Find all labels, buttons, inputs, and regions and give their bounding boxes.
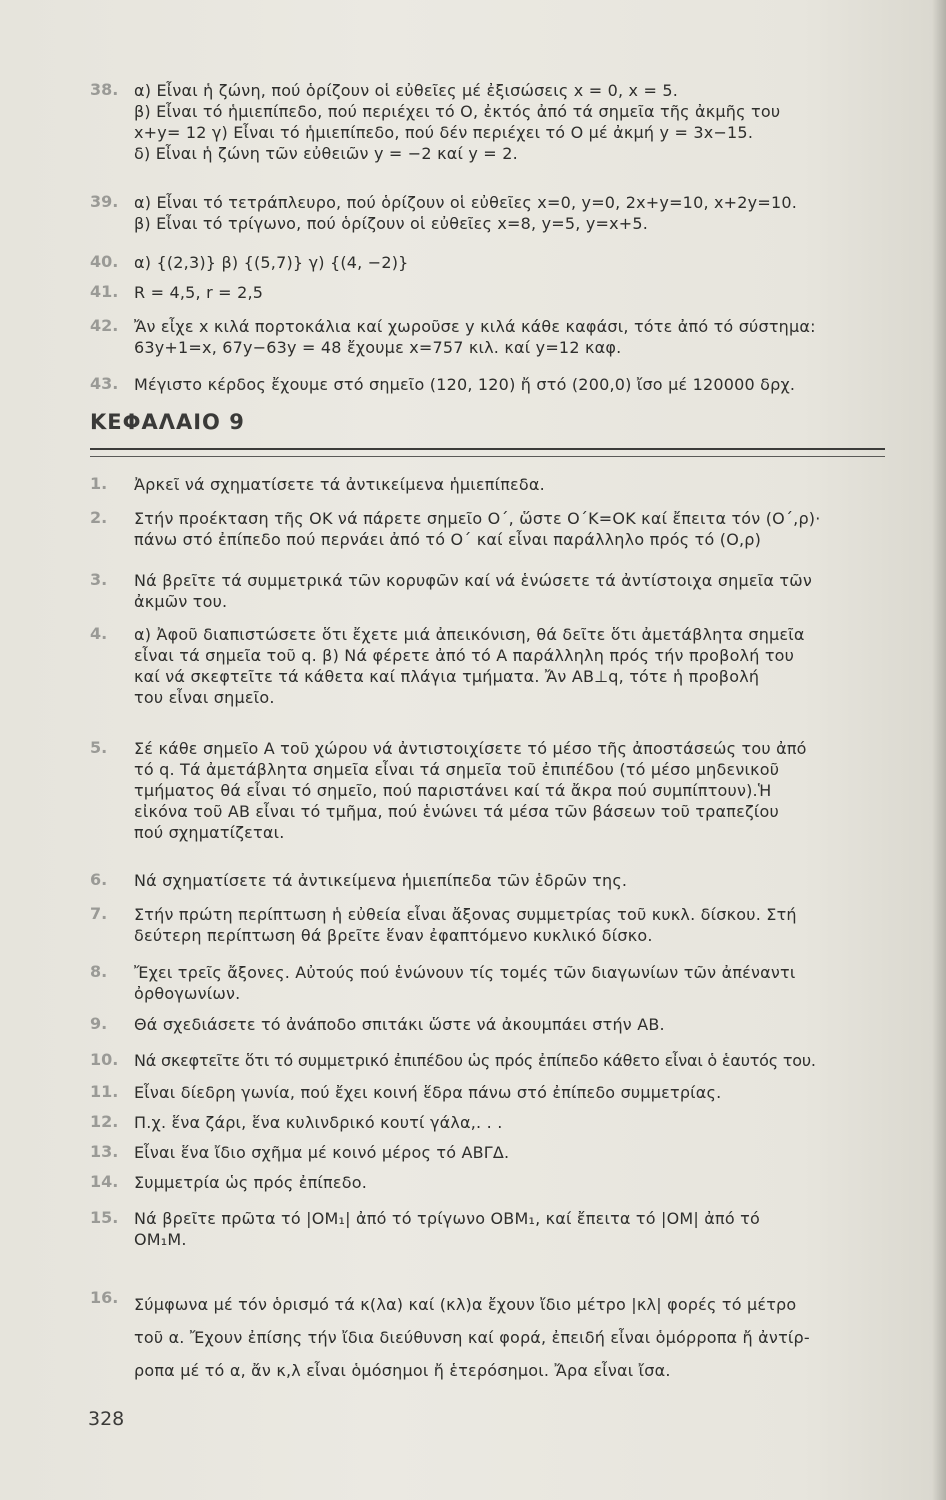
answer-item-1	[90, 474, 900, 496]
text-line: ὀρθογωνίων.	[134, 984, 241, 1003]
item-text	[134, 282, 900, 303]
text-line: Σέ κάθε σημεῖο Α τοῦ χώρου νά ἀντιστοιχίσετε τό μέσο τῆς ἀποστάσεώς του ἀπό	[134, 739, 807, 758]
item-text	[134, 316, 900, 358]
text-line: Π.χ. ἕνα ζάρι, ἕνα κυλινδρικό κουτί γάλα,. . .	[134, 1113, 503, 1132]
text-line: Εἶναι δίεδρη γωνία, πού ἔχει κοινή ἕδρα πάνω στό ἐπίπεδο συμμετρίας.	[134, 1083, 722, 1102]
text-line: τό q. Τά ἀμετάβλητα σημεῖα εἶναι τά σημεῖα τοῦ ἐπιπέδου (τό μέσο μηδενικοῦ	[134, 760, 780, 779]
answer-item-16	[90, 1288, 900, 1388]
text-line: Νά βρεῖτε τά συμμετρικά τῶν κορυφῶν καί νά ἑνώσετε τά ἀντίστοιχα σημεῖα τῶν	[134, 571, 812, 590]
answer-item-4	[90, 624, 900, 716]
item-text	[134, 904, 900, 946]
item-text	[134, 870, 900, 891]
item-number: 8.	[90, 962, 108, 981]
item-text	[134, 1172, 900, 1193]
text-line: Μέγιστο κέρδος ἔχουμε στό σημεῖο (120, 120) ἤ στό (200,0) ἴσο μέ 120000 δρχ.	[134, 375, 796, 394]
text-line: Σύμφωνα μέ τόν ὁρισμό τά κ(λα) καί (κλ)α ἔχουν ἴδιο μέτρο |κλ| φορές τό μέτρο	[134, 1295, 797, 1314]
text-line: Στήν προέκταση τῆς ΟΚ νά πάρετε σημεῖο Ο΄, ὥστε Ο΄Κ=ΟΚ καί ἔπειτα τόν (Ο΄,ρ)·	[134, 509, 821, 528]
item-number: 7.	[90, 904, 108, 923]
item-number: 13.	[90, 1142, 119, 1161]
answer-item-6	[90, 870, 900, 892]
text-line: πάνω στό ἐπίπεδο πού περνάει ἀπό τό Ο΄ καί εἶναι παράλληλο πρός τό (Ο,ρ)	[134, 530, 762, 549]
text-line: δεύτερη περίπτωση θά βρεῖτε ἕναν ἐφαπτόμενο κυκλικό δίσκο.	[134, 926, 653, 945]
item-text	[134, 80, 900, 164]
item-number: 43.	[90, 374, 119, 393]
item-number: 12.	[90, 1112, 119, 1131]
item-number: 9.	[90, 1014, 108, 1033]
text-line: του εἶναι σημεῖο.	[134, 688, 275, 707]
item-text	[134, 1288, 900, 1387]
text-line: Νά βρεῖτε πρῶτα τό |ΟΜ₁| ἀπό τό τρίγωνο ΟΒΜ₁, καί ἔπειτα τό |ΟΜ| ἀπό τό	[134, 1209, 760, 1228]
text-line: τμήματος θά εἶναι τό σημεῖο, πού παριστάνει καί τά ἄκρα πού συμπίπτουν).Ἡ	[134, 781, 772, 800]
heading-rule-top	[90, 448, 885, 450]
heading-rule-bottom	[90, 456, 885, 457]
item-text	[134, 738, 900, 843]
answer-item-40	[90, 252, 900, 274]
item-text	[134, 1050, 910, 1071]
text-line: πού σχηματίζεται.	[134, 823, 285, 842]
item-text	[134, 570, 900, 612]
text-line: β) Εἶναι τό ἡμιεπίπεδο, πού περιέχει τό Ο, ἐκτός ἀπό τά σημεῖα τῆς ἀκμῆς του	[134, 102, 781, 121]
answer-item-14	[90, 1172, 900, 1194]
answer-item-42	[90, 316, 900, 364]
answer-item-7	[90, 904, 900, 952]
item-number: 14.	[90, 1172, 119, 1191]
text-line: Συμμετρία ὡς πρός ἐπίπεδο.	[134, 1173, 367, 1192]
text-line: εἶναι τά σημεῖα τοῦ q. β) Νά φέρετε ἀπό τό Α παράλληλη πρός τήν προβολή του	[134, 646, 795, 665]
item-text	[134, 252, 900, 273]
item-text	[134, 192, 900, 234]
answer-item-3	[90, 570, 900, 618]
item-number: 3.	[90, 570, 108, 589]
answer-item-13	[90, 1142, 900, 1164]
answer-item-11	[90, 1082, 900, 1104]
page-edge-shadow	[932, 0, 946, 1500]
item-text	[134, 374, 900, 395]
text-line: ροπα μέ τό α, ἄν κ,λ εἶναι ὁμόσημοι ἤ ἑτερόσημοι. Ἄρα εἶναι ἴσα.	[134, 1361, 671, 1380]
text-line: x+y= 12 γ) Εἶναι τό ἡμιεπίπεδο, πού δέν περιέχει τό Ο μέ ἀκμή y = 3x−15.	[134, 123, 754, 142]
text-line: Νά σκεφτεῖτε ὅτι τό συμμετρικό ἐπιπέδου ὡς πρός ἐπίπεδο κάθετο εἶναι ὁ ἑαυτός του.	[134, 1051, 816, 1070]
text-line: καί νά σκεφτεῖτε τά κάθετα καί πλάγια τμήματα. Ἄν ΑΒ⊥q, τότε ἡ προβολή	[134, 667, 760, 686]
item-number: 41.	[90, 282, 119, 301]
item-number: 15.	[90, 1208, 119, 1227]
chapter-heading: ΚΕΦΑΛΑΙΟ 9	[90, 410, 245, 434]
item-text	[134, 474, 900, 495]
item-text	[134, 1112, 900, 1133]
answer-item-8	[90, 962, 900, 1010]
item-text	[134, 1208, 900, 1250]
answer-item-15	[90, 1208, 900, 1256]
text-line: Ἔχει τρεῖς ἄξονες. Αὐτούς πού ἑνώνουν τίς τομές τῶν διαγωνίων τῶν ἀπέναντι	[134, 963, 796, 982]
text-line: R = 4,5, r = 2,5	[134, 283, 264, 302]
text-line: 63y+1=x, 67y−63y = 48 ἔχουμε x=757 κιλ. καί y=12 καφ.	[134, 338, 622, 357]
item-number: 4.	[90, 624, 108, 643]
text-line: α) Εἶναι τό τετράπλευρο, πού ὁρίζουν οἱ εὐθεῖες x=0, y=0, 2x+y=10, x+2y=10.	[134, 193, 797, 212]
text-line: δ) Εἶναι ἡ ζώνη τῶν εὐθειῶν y = −2 καί y = 2.	[134, 144, 518, 163]
text-line: Νά σχηματίσετε τά ἀντικείμενα ἡμιεπίπεδα τῶν ἑδρῶν της.	[134, 871, 628, 890]
item-number: 39.	[90, 192, 119, 211]
text-line: Εἶναι ἕνα ἴδιο σχῆμα μέ κοινό μέρος τό ΑΒΓΔ.	[134, 1143, 510, 1162]
item-text	[134, 1014, 900, 1035]
text-line: Ἀρκεῖ νά σχηματίσετε τά ἀντικείμενα ἡμιεπίπεδα.	[134, 475, 545, 494]
item-number: 38.	[90, 80, 119, 99]
item-number: 6.	[90, 870, 108, 889]
answer-item-5	[90, 738, 900, 852]
item-number: 40.	[90, 252, 119, 271]
item-number: 42.	[90, 316, 119, 335]
text-line: α) Εἶναι ἡ ζώνη, πού ὁρίζουν οἱ εὐθεῖες μέ ἐξισώσεις x = 0, x = 5.	[134, 81, 679, 100]
answer-item-41	[90, 282, 900, 304]
item-text	[134, 508, 900, 550]
answer-item-10	[90, 1050, 900, 1072]
text-line: Θά σχεδιάσετε τό ἀνάποδο σπιτάκι ὥστε νά ἀκουμπάει στήν ΑΒ.	[134, 1015, 665, 1034]
answer-item-38	[90, 80, 900, 170]
text-line: α) Ἀφοῦ διαπιστώσετε ὅτι ἔχετε μιά ἀπεικόνιση, θά δεῖτε ὅτι ἀμετάβλητα σημεῖα	[134, 625, 805, 644]
text-line: ΟΜ₁Μ.	[134, 1230, 187, 1249]
item-number: 1.	[90, 474, 108, 493]
page-number: 328	[88, 1408, 125, 1430]
item-number: 10.	[90, 1050, 119, 1069]
answer-item-12	[90, 1112, 900, 1134]
text-line: Στήν πρώτη περίπτωση ἡ εὐθεία εἶναι ἄξονας συμμετρίας τοῦ κυκλ. δίσκου. Στή	[134, 905, 797, 924]
text-line: β) Εἶναι τό τρίγωνο, πού ὁρίζουν οἱ εὐθεῖες x=8, y=5, y=x+5.	[134, 214, 649, 233]
text-line: α) {(2,3)} β) {(5,7)} γ) {(4, −2)}	[134, 253, 409, 272]
answer-item-39	[90, 192, 900, 240]
item-number: 16.	[90, 1288, 119, 1307]
item-number: 11.	[90, 1082, 119, 1101]
text-line: τοῦ α. Ἔχουν ἐπίσης τήν ἴδια διεύθυνση καί φορά, ἐπειδή εἶναι ὁμόρροπα ἤ ἀντίρ-	[134, 1328, 810, 1347]
text-line: Ἄν εἶχε x κιλά πορτοκάλια καί χωροῦσε y κιλά κάθε καφάσι, τότε ἀπό τό σύστημα:	[134, 317, 816, 336]
text-line: ἀκμῶν του.	[134, 592, 228, 611]
item-text	[134, 624, 900, 708]
item-text	[134, 962, 900, 1004]
item-number: 2.	[90, 508, 108, 527]
answer-item-9	[90, 1014, 900, 1036]
text-line: εἰκόνα τοῦ ΑΒ εἶναι τό τμῆμα, πού ἑνώνει τά μέσα τῶν βάσεων τοῦ τραπεζίου	[134, 802, 779, 821]
item-text	[134, 1142, 900, 1163]
item-text	[134, 1082, 900, 1103]
answer-item-43	[90, 374, 900, 396]
item-number: 5.	[90, 738, 108, 757]
answer-item-2	[90, 508, 900, 556]
